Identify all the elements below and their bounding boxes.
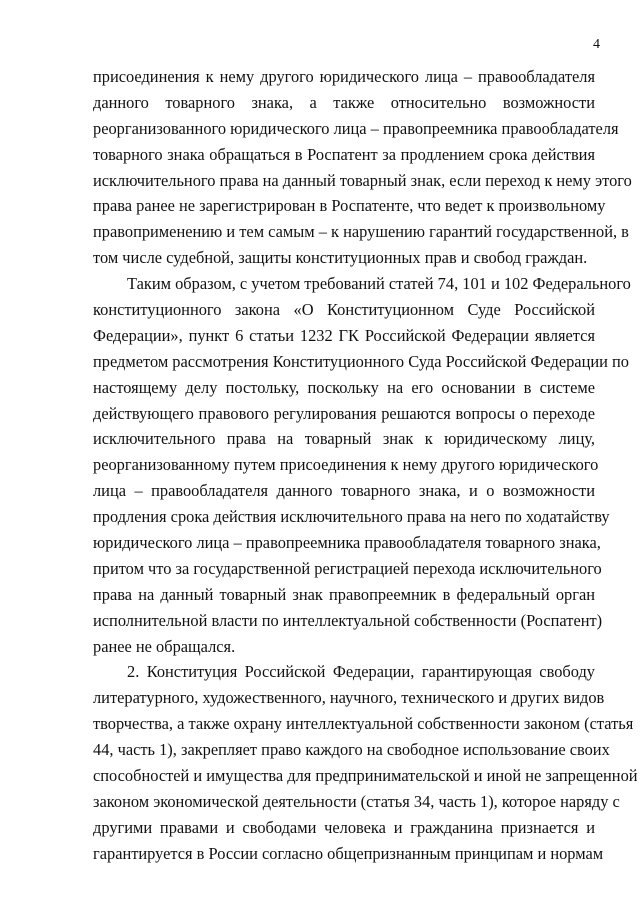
text-line: исключительного права на данный товарный знак, если переход к нему этого — [93, 170, 632, 190]
text-line: данного товарного знака, а также относительно возможности — [93, 92, 595, 112]
paragraph — [93, 659, 638, 866]
paragraph — [93, 64, 632, 271]
text-line: том числе судебной, защиты конституционных прав и свобод граждан. — [93, 248, 588, 268]
text-line: правоприменению и тем самым – к нарушению гарантий государственной, в — [93, 222, 629, 242]
text-line: реорганизованному путем присоединения к нему другого юридического — [93, 455, 599, 475]
text-line: товарного знака обращаться в Роспатент за продлением срока действия — [93, 144, 595, 164]
text-line: Федерации», пункт 6 статьи 1232 ГК Российской Федерации является — [93, 325, 595, 345]
text-line: предметом рассмотрения Конституционного Суда Российской Федерации по — [93, 351, 629, 371]
paragraph — [93, 271, 631, 659]
text-line: конституционного закона «О Конституционном Суде Российской — [93, 300, 595, 320]
text-line: действующего правового регулирования решаются вопросы о переходе — [93, 403, 595, 423]
text-line: творчества, а также охрану интеллектуальной собственности законом (статья — [93, 714, 634, 734]
text-line: настоящему делу постольку, поскольку на его основании в системе — [93, 377, 595, 397]
text-line: другими правами и свободами человека и гражданина признается и — [93, 817, 595, 837]
text-line: исключительного права на товарный знак к юридическому лицу, — [93, 429, 595, 449]
text-line: юридического лица – правопреемника правообладателя товарного знака, — [93, 533, 601, 553]
text-line: притом что за государственной регистрацией перехода исключительного — [93, 558, 602, 578]
text-line: присоединения к нему другого юридического лица – правообладателя — [93, 67, 595, 86]
text-line: способностей и имущества для предпринимательской и иной не запрещенной — [93, 766, 638, 786]
text-line: ранее не обращался. — [93, 636, 236, 656]
text-line: Таким образом, с учетом требований статей 74, 101 и 102 Федерального — [127, 274, 631, 294]
text-line: продления срока действия исключительного права на него по ходатайству — [93, 507, 610, 527]
text-line: исполнительной власти по интеллектуальной собственности (Роспатент) — [93, 610, 603, 630]
text-line: литературного, художественного, научного, технического и других видов — [93, 688, 605, 708]
text-line: лица – правообладателя данного товарного знака, и о возможности — [93, 481, 595, 501]
body-text — [93, 64, 638, 867]
text-line: права на данный товарный знак правопреемник в федеральный орган — [93, 584, 595, 604]
text-line: права ранее не зарегистрирован в Роспатенте, что ведет к произвольному — [93, 196, 606, 216]
text-line: законом экономической деятельности (статья 34, часть 1), которое наряду с — [93, 791, 620, 811]
page-number: 4 — [593, 37, 600, 52]
text-line: реорганизованного юридического лица – правопреемника правообладателя — [93, 118, 619, 138]
text-line: гарантируется в России согласно общепризнанным принципам и нормам — [93, 843, 604, 863]
text-line: 2. Конституция Российской Федерации, гарантирующая свободу — [127, 662, 595, 682]
text-line: 44, часть 1), закрепляет право каждого на свободное использование своих — [93, 740, 610, 760]
